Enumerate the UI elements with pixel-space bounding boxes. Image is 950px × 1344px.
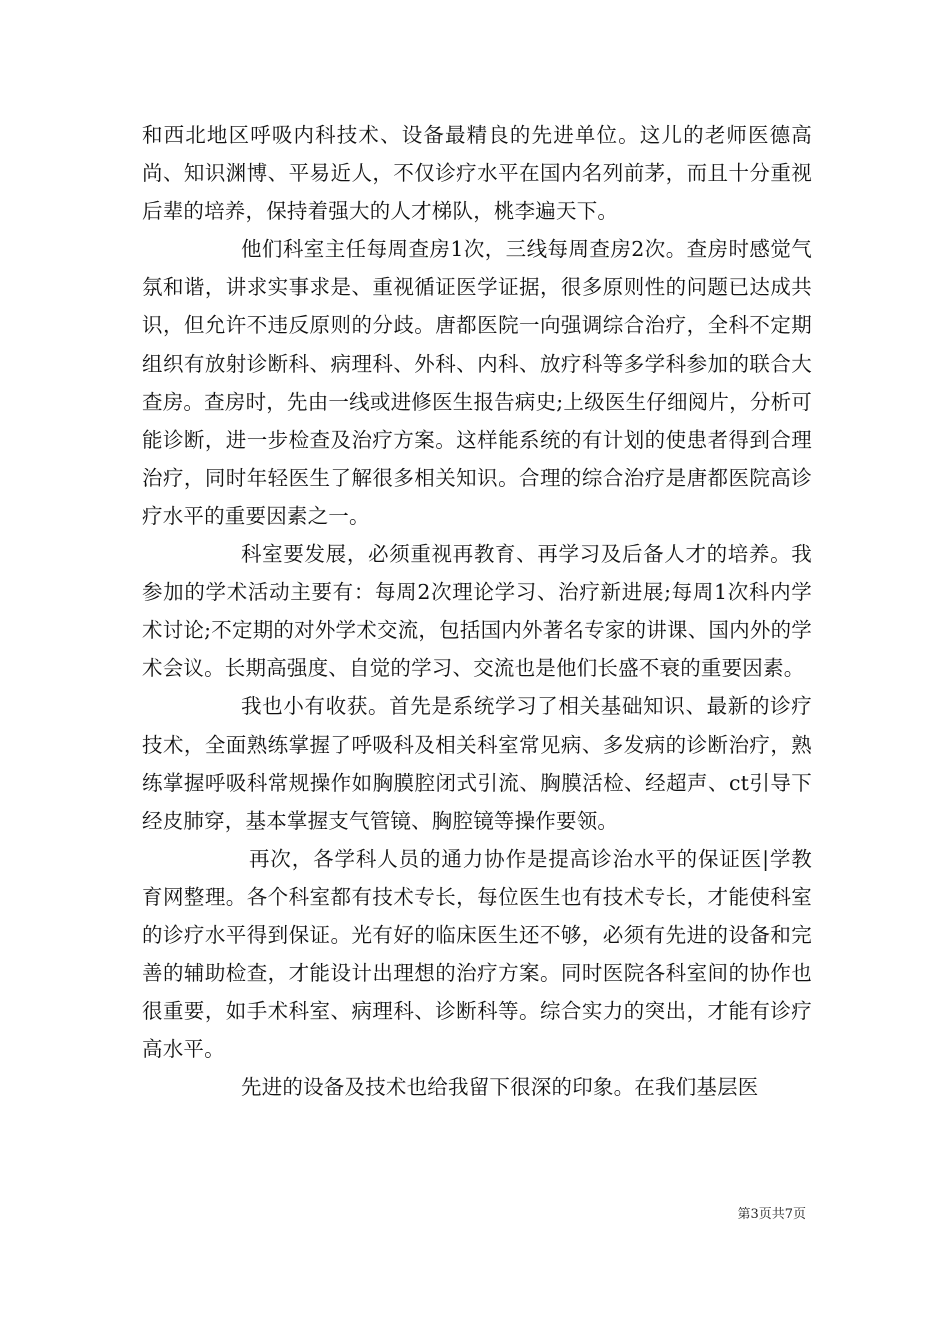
document-body bbox=[142, 116, 812, 1106]
paragraph-3: 科室要发展，必须重视再教育、再学习及后备人才的培养。我参加的学术活动主要有：每周2次理论学习、治疗新进展;每周1次科内学术讨论;不定期的对外学术交流，包括国内外著名专家的讲课、国内外的学术会议。长期高强度、自觉的学习、交流也是他们长盛不衰的重要因素。 bbox=[142, 542, 812, 681]
page-number-footer: 第3页共7页 bbox=[737, 1207, 806, 1222]
paragraph-1: 和西北地区呼吸内科技术、设备最精良的先进单位。这儿的老师医德高尚、知识渊博、平易近人，不仅诊疗水平在国内名列前茅，而且十分重视后辈的培养，保持着强大的人才梯队，桃李遍天下。 bbox=[142, 123, 812, 224]
paragraph-5: 再次，各学科人员的通力协作是提高诊治水平的保证医|学教育网整理。各个科室都有技术专长，每位医生也有技术专长，才能使科室的诊疗水平得到保证。光有好的临床医生还不够，必须有先进的设备和完善的辅助检查，才能设计出理想的治疗方案。同时医院各科室间的协作也很重要，如手术科室、病理科、诊断科等。综合实力的突出，才能有诊疗高水平。 bbox=[142, 846, 812, 1062]
paragraph-4: 我也小有收获。首先是系统学习了相关基础知识、最新的诊疗技术，全面熟练掌握了呼吸科及相关科室常见病、多发病的诊断治疗，熟练掌握呼吸科常规操作如胸膜腔闭式引流、胸膜活检、经超声、ct引导下经皮肺穿，基本掌握支气管镜、胸腔镜等操作要领。 bbox=[142, 694, 812, 833]
paragraph-6: 先进的设备及技术也给我留下很深的印象。在我们基层医 bbox=[241, 1075, 759, 1100]
paragraph-2: 他们科室主任每周查房1次，三线每周查房2次。查房时感觉气氛和谐，讲求实事求是、重视循证医学证据，很多原则性的问题已达成共识，但允许不违反原则的分歧。唐都医院一向强调综合治疗，全科不定期组织有放射诊断科、病理科、外科、内科、放疗科等多学科参加的联合大查房。查房时，先由一线或进修医生报告病史;上级医生仔细阅片，分析可能诊断，进一步检查及治疗方案。这样能系统的有计划的使患者得到合理治疗，同时年轻医生了解很多相关知识。合理的综合治疗是唐都医院高诊疗水平的重要因素之一。 bbox=[142, 237, 812, 528]
